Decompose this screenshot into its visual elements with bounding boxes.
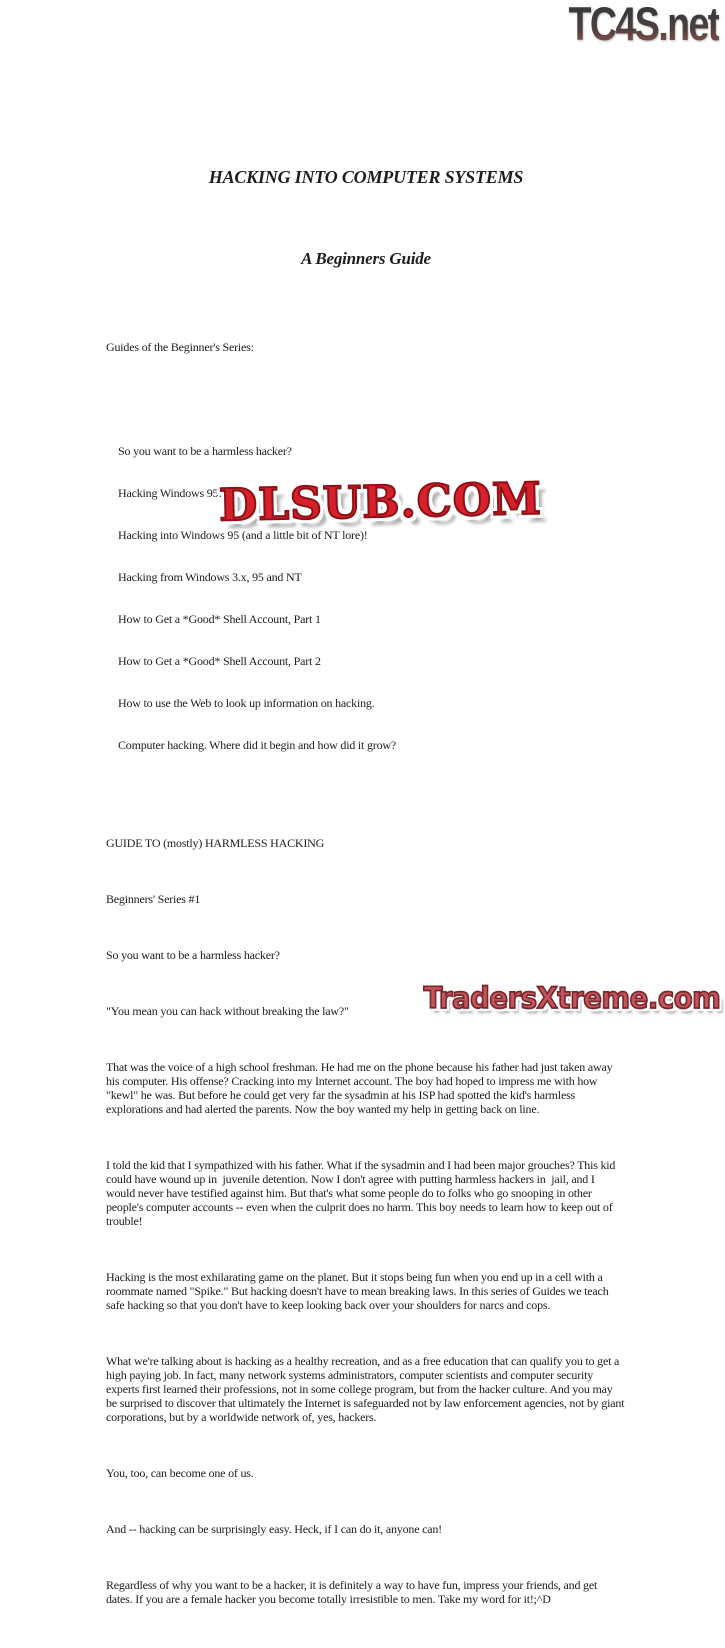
- list-item: Computer hacking. Where did it begin and how did it grow?: [118, 738, 396, 752]
- body-paragraph: And -- hacking can be surprisingly easy. Heck, if I can do it, anyone can!: [106, 1522, 442, 1536]
- body-paragraph: Hacking is the most exhilarating game on the planet. But it stops being fun when you end up in a cell with a roommate named "Spike." But hacking doesn't have to mean breaking laws. In this series of Guides we teach safe hacking so that you don't have to keep looking back over your shoulders for narcs and cops.: [106, 1270, 612, 1312]
- list-item: How to Get a *Good* Shell Account, Part 1: [118, 612, 321, 626]
- quote-line: "You mean you can hack without breaking the law?": [106, 1004, 349, 1018]
- list-item: How to Get a *Good* Shell Account, Part 2: [118, 654, 321, 668]
- body-paragraph: You, too, can become one of us.: [106, 1466, 254, 1480]
- series-list: [106, 416, 626, 780]
- body-paragraph: That was the voice of a high school freshman. He had me on the phone because his father had just taken away his computer. His offense? Cracking into my Internet account. The boy had hoped to impress me with how "kewl" he was. But before he could get very far the sysadmin at his ISP had spotted the kid's harmless explorations and had alerted the parents. Now the boy wanted my help in getting back on line.: [106, 1060, 616, 1116]
- document-content: [106, 126, 626, 1648]
- dlsub-com-watermark: DLSUB.COM: [218, 473, 543, 532]
- tc4s-net-logo: TC4S.net: [568, 0, 719, 50]
- body-paragraph: I told the kid that I sympathized with his father. What if the sysadmin and I had been major grouches? This kid could have wound up in juvenile detention. Now I don't agree with putting harmless hackers in jail, and I would never have testified against him. But that's what some people do to folks who go snooping in other people's computer accounts -- even when the culprit does no harm. This boy needs to learn how to keep out of trouble!: [106, 1158, 619, 1228]
- list-item: Hacking from Windows 3.x, 95 and NT: [118, 570, 302, 584]
- page-subtitle: A Beginners Guide: [301, 249, 431, 268]
- body-paragraph: What we're talking about is hacking as a healthy recreation, and as a free education that can qualify you to get a high paying job. In fact, many network systems administrators, computer scientists and computer security experts first learned their professions, not in some college program, but from the hacker culture. And you may be surprised to discover that ultimately the Internet is safeguarded not by law enforcement agencies, not by giant corporations, but by a worldwide network of, yes, hackers.: [106, 1354, 628, 1424]
- body-paragraph: Regardless of why you want to be a hacker, it is definitely a way to have fun, impress your friends, and get dates. If you are a female hacker you become totally irresistible to men. Take my word for it!;^D: [106, 1578, 600, 1606]
- tradersxtreme-com-logo: TradersXtreme.com: [423, 981, 720, 1015]
- list-item: So you want to be a harmless hacker?: [118, 444, 292, 458]
- series-heading: Guides of the Beginner's Series:: [106, 340, 254, 354]
- series-number-line: Beginners' Series #1: [106, 892, 201, 906]
- list-item: Hacking into Windows 95 (and a little bit of NT lore)!: [118, 528, 368, 542]
- list-item: Hacking Windows 95!: [118, 486, 223, 500]
- list-item: How to use the Web to look up information on hacking.: [118, 696, 375, 710]
- topic-line: So you want to be a harmless hacker?: [106, 948, 280, 962]
- page-title: HACKING INTO COMPUTER SYSTEMS: [208, 167, 524, 187]
- guide-to-heading: GUIDE TO (mostly) HARMLESS HACKING: [106, 836, 325, 850]
